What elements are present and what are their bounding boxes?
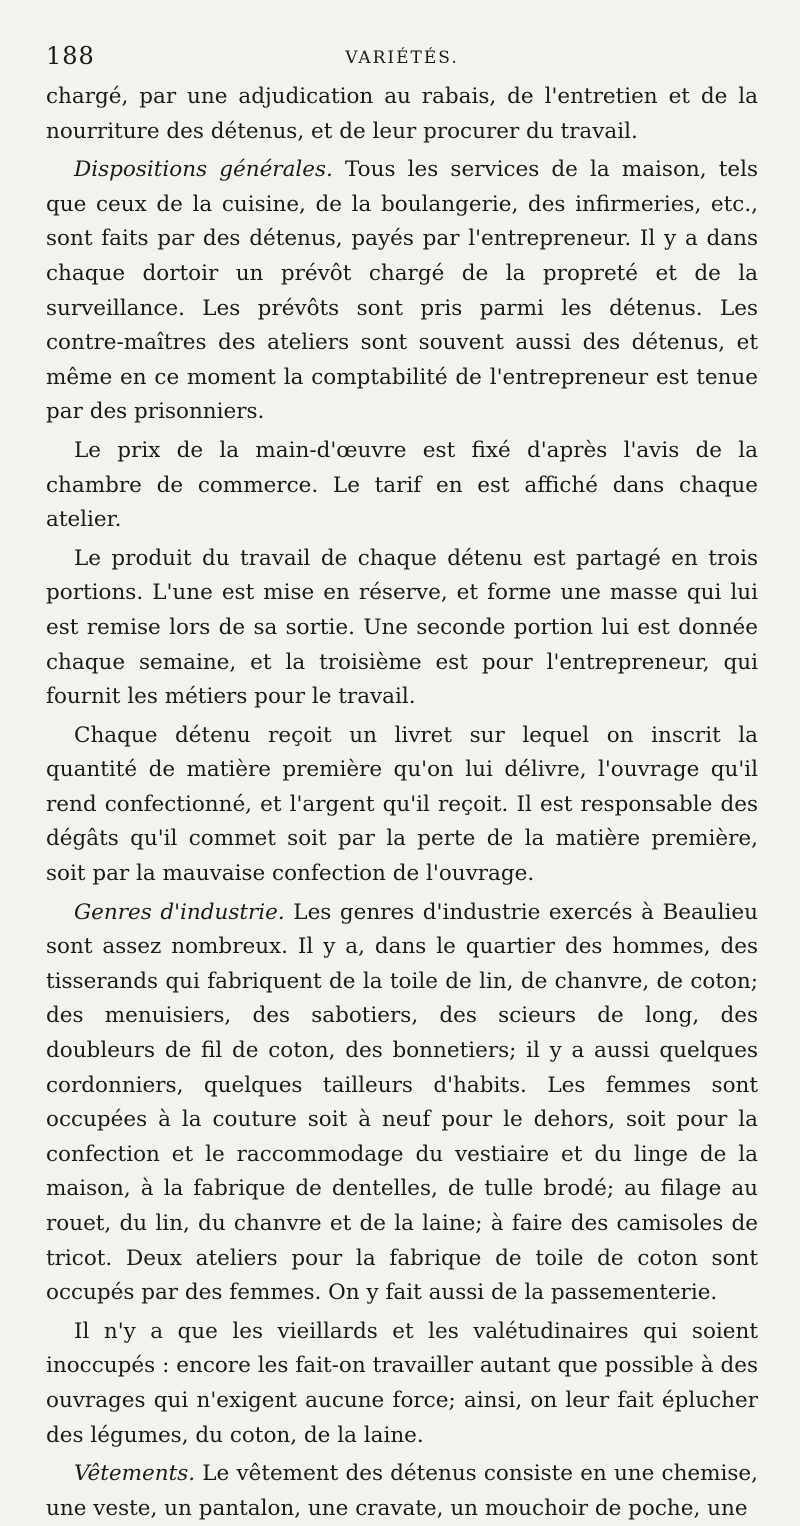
paragraph-text: Les genres d'industrie exercés à Beaulieu sont assez nombreux. Il y a, dans le quartier des hommes, des tisserands qui fabriquent de la toile de lin, de chanvre, de coton; des menuisiers, des sabotiers, des scieurs de long, des doubleurs de fil de coton, des bonnetiers; il y a aussi quelques cordonniers, quelques tailleurs d'habits. Les femmes sont occupées à la couture soit à neuf pour le dehors, soit pour la confection et le raccommodage du vestiaire et du linge de la maison, à la fabrique de dentelles, de tulle brodé; au filage au rouet, du lin, du chanvre et de la laine; à faire des camisoles de tricot. Deux ateliers pour la fabrique de toile de coton sont occupés par des femmes. On y fait aussi de la passementerie.: [46, 899, 758, 1306]
page-body: [46, 80, 758, 1526]
paragraph-1: [46, 80, 758, 149]
paragraph-lead: Dispositions générales.: [74, 157, 333, 183]
paragraph-6: [46, 896, 758, 1311]
running-title: VARIÉTÉS.: [345, 48, 459, 68]
paragraph-text: Le vêtement des détenus consiste en une chemise, une veste, un pantalon, une cravate, un mouchoir de poche, une: [46, 1461, 758, 1521]
paragraph-5: [46, 719, 758, 892]
paragraph-text: Tous les services de la maison, tels que ceux de la cuisine, de la boulangerie, des infirmeries, etc., sont faits par des détenus, payés par l'entrepreneur. Il y a dans chaque dortoir un prévôt chargé de la propreté et de la surveillance. Les prévôts sont pris parmi les détenus. Les contre-maîtres des ateliers sont souvent aussi des détenus, et même en ce moment la comptabilité de l'entrepreneur est tenue par des prisonniers.: [46, 157, 758, 425]
paragraph-lead: Vêtements.: [74, 1461, 196, 1487]
paragraph-8: [46, 1457, 758, 1526]
paragraph-text: Chaque détenu reçoit un livret sur lequel on inscrit la quantité de matière première qu'on lui délivre, l'ouvrage qu'il rend confectionné, et l'argent qu'il reçoit. Il est responsable des dégâts qu'il commet soit par la perte de la matière première, soit par la mauvaise confection de l'ouvrage.: [46, 722, 758, 887]
paragraph-lead: Genres d'industrie.: [74, 899, 285, 925]
paragraph-7: [46, 1315, 758, 1453]
paragraph-4: [46, 542, 758, 715]
running-head: [46, 0, 758, 90]
paragraph-text: Le prix de la main-d'œuvre est fixé d'après l'avis de la chambre de commerce. Le tarif en est affiché dans chaque atelier.: [46, 437, 758, 533]
paragraph-2: [46, 153, 758, 430]
paragraph-text: Il n'y a que les vieillards et les valétudinaires qui soient inoccupés : encore les fait-on travailler autant que possible à des ouvrages qui n'exigent aucune force; ainsi, on leur fait éplucher des légumes, du coton, de la laine.: [46, 1318, 758, 1448]
paragraph-3: [46, 434, 758, 538]
page-number: 188: [46, 42, 95, 70]
paragraph-text: Le produit du travail de chaque détenu est partagé en trois portions. L'une est mise en réserve, et forme une masse qui lui est remise lors de sa sortie. Une seconde portion lui est donnée chaque semaine, et la troisième est pour l'entrepreneur, qui fournit les métiers pour le travail.: [46, 545, 758, 710]
paragraph-text: chargé, par une adjudication au rabais, de l'entretien et de la nourriture des détenus, et de leur procurer du travail.: [46, 84, 758, 144]
